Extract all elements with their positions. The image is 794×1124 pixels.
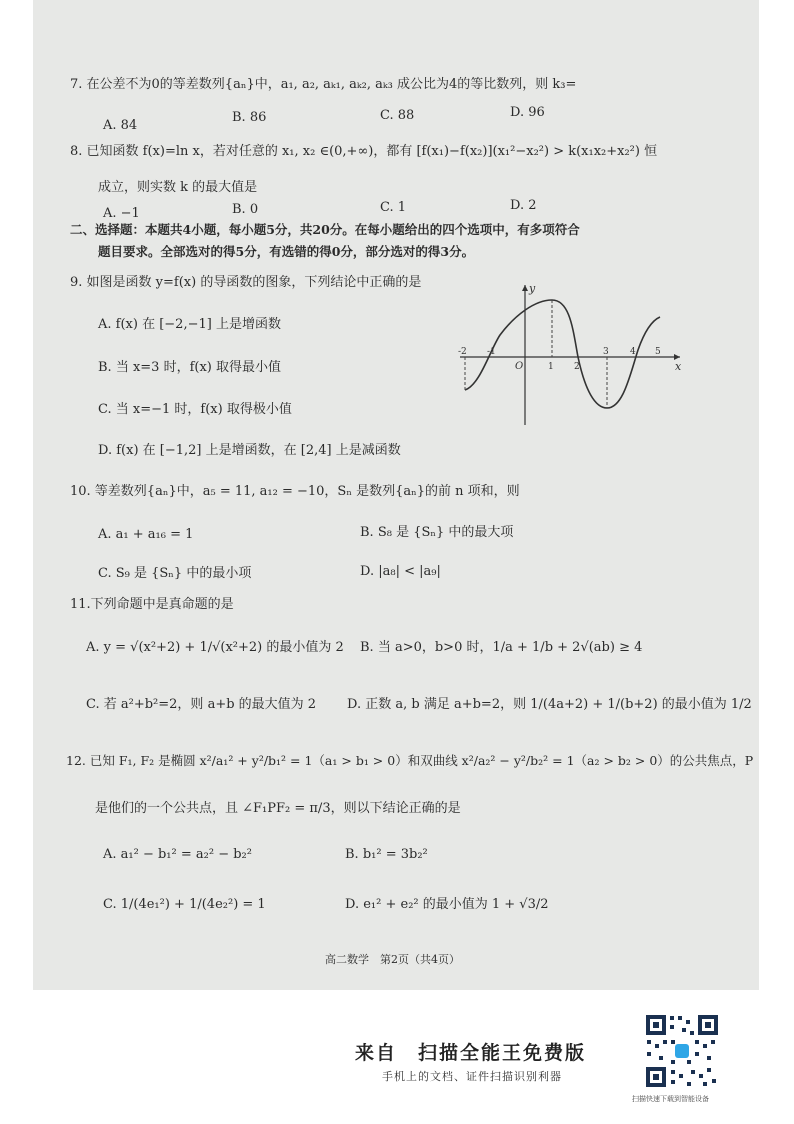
question-8-cont: 成立，则实数 k 的最大值是 (98, 180, 258, 195)
qr-caption: 扫描快速下载到智能设备 (632, 1095, 709, 1103)
q8-option-c: C. 1 (380, 200, 407, 215)
q12-option-c: C. 1/(4e₁²) + 1/(4e₂²) = 1 (103, 897, 266, 912)
question-12: 12. 已知 F₁, F₂ 是椭圆 x²/a₁² + y²/b₁² = 1（a₁ > b₁ > 0）和双曲线 x²/a₂² − y²/b₂² = 1（a₂ > b₂ > 0）的公共焦点，P (66, 753, 754, 768)
q7-option-b: B. 86 (232, 110, 267, 125)
question-8: 8. 已知函数 f(x)=ln x，若对任意的 x₁, x₂ ∈(0,+∞)，都有 [f(x₁)−f(x₂)](x₁²−x₂²) > k(x₁x₂+x₂²) 恒 (70, 144, 658, 159)
y-label: y (529, 282, 536, 295)
page-footer: 高二数学 第2页（共4页） (325, 953, 460, 966)
qr-code-icon[interactable] (644, 1013, 720, 1089)
question-11: 11.下列命题中是真命题的是 (70, 597, 234, 612)
x-label: x (675, 360, 682, 373)
q9-option-b: B. 当 x=3 时，f(x) 取得最小值 (98, 360, 281, 375)
origin-label: O (515, 361, 524, 372)
q12-option-b: B. b₁² = 3b₂² (345, 847, 428, 862)
question-10: 10. 等差数列{aₙ}中，a₅ = 11, a₁₂ = −10，Sₙ 是数列{aₙ}的前 n 项和，则 (70, 484, 520, 499)
section-2-heading: 二、选择题：本题共4小题，每小题5分，共20分。在每小题给出的四个选项中，有多项符合 (70, 222, 580, 237)
q10-option-b: B. S₈ 是 {Sₙ} 中的最大项 (360, 525, 514, 540)
tick-neg2: -2 (458, 347, 467, 357)
question-9: 9. 如图是函数 y=f(x) 的导函数的图象，下列结论中正确的是 (70, 275, 422, 290)
q11-option-d: D. 正数 a, b 满足 a+b=2，则 1/(4a+2) + 1/(b+2) 的最小值为 1/2 (347, 697, 752, 712)
q7-option-c: C. 88 (380, 108, 415, 123)
tick-3: 3 (603, 347, 609, 357)
q10-option-d: D. |a₈| < |a₉| (360, 564, 441, 579)
question-7: 7. 在公差不为0的等差数列{aₙ}中，a₁, a₂, aₖ₁, aₖ₂, aₖ₃ 成公比为4的等比数列，则 k₃= (70, 77, 577, 92)
q10-option-c: C. S₉ 是 {Sₙ} 中的最小项 (98, 566, 252, 581)
tick-2: 2 (574, 362, 580, 372)
q9-option-d: D. f(x) 在 [−1,2] 上是增函数，在 [2,4] 上是减函数 (98, 443, 401, 458)
question-12-cont: 是他们的一个公共点，且 ∠F₁PF₂ = π/3，则以下结论正确的是 (95, 801, 461, 816)
tick-5: 5 (655, 347, 661, 357)
q8-option-d: D. 2 (510, 198, 537, 213)
tick-4: 4 (630, 347, 636, 357)
q11-option-c: C. 若 a²+b²=2，则 a+b 的最大值为 2 (86, 697, 317, 712)
q9-option-a: A. f(x) 在 [−2,−1] 上是增函数 (98, 317, 281, 332)
derivative-graph (455, 280, 685, 430)
q10-option-a: A. a₁ + a₁₆ = 1 (98, 527, 194, 542)
tick-neg1: -1 (487, 347, 496, 357)
q7-option-d: D. 96 (510, 105, 545, 120)
scanner-banner-title: 来自 扫描全能王免费版 (355, 1042, 587, 1064)
q7-option-a: A. 84 (103, 118, 138, 133)
q11-option-b: B. 当 a>0，b>0 时，1/a + 1/b + 2√(ab) ≥ 4 (360, 640, 643, 655)
q8-option-a: A. −1 (103, 206, 140, 221)
tick-1: 1 (548, 362, 554, 372)
q9-option-c: C. 当 x=−1 时，f(x) 取得极小值 (98, 402, 292, 417)
q8-option-b: B. 0 (232, 202, 259, 217)
q12-option-a: A. a₁² − b₁² = a₂² − b₂² (103, 847, 252, 862)
section-2-instructions: 题目要求。全部选对的得5分，有选错的得0分，部分选对的得3分。 (98, 244, 475, 259)
q11-option-a: A. y = √(x²+2) + 1/√(x²+2) 的最小值为 2 (86, 640, 344, 655)
scanner-banner-subtitle: 手机上的文档、证件扫描识别利器 (382, 1070, 562, 1083)
q12-option-d: D. e₁² + e₂² 的最小值为 1 + √3/2 (345, 897, 549, 912)
